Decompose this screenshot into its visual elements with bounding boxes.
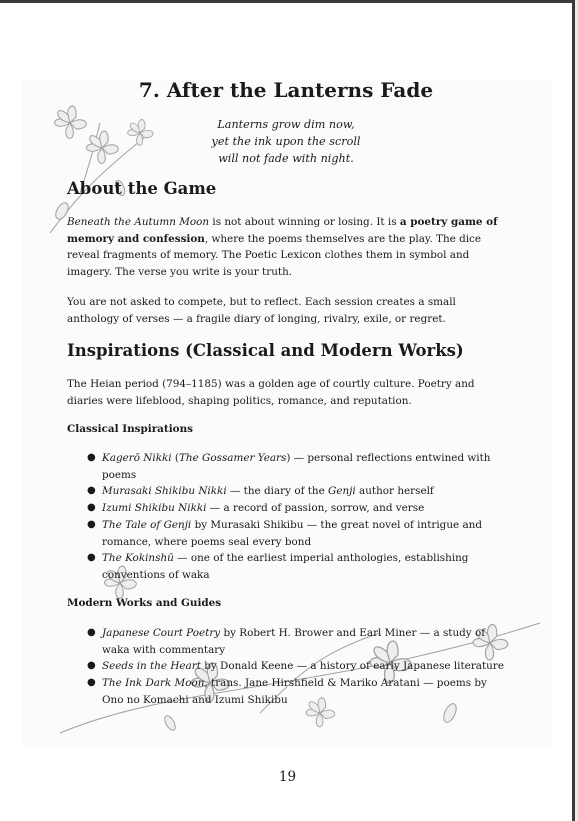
bullet-icon: ●: [87, 552, 96, 564]
list-item: [67, 550, 505, 583]
text-run: — one of the earliest imperial anthologies, establishing conventions of waka: [102, 552, 469, 581]
work-title: Seeds in the Heart: [102, 660, 201, 673]
work-title: The Tale of Genji: [102, 518, 192, 531]
poem-line: will not fade with night.: [218, 151, 354, 165]
about-paragraph-2: You are not asked to compete, but to reflect. Each session creates a small anthology of verses — a fragile diary of longing, rivalry, exile, or regret.: [67, 296, 456, 325]
text-run: author herself: [355, 485, 434, 498]
emphasis: a poetry game of memory and confession: [67, 216, 498, 245]
work-title: Izumi Shikibu Nikki: [102, 502, 207, 515]
text-run: ) — personal reflections entwined with poems: [102, 452, 491, 481]
bullet-icon: ●: [87, 485, 96, 497]
page-number: 19: [278, 769, 297, 785]
bullet-icon: ●: [87, 452, 96, 463]
list-item: [67, 450, 505, 483]
bullet-icon: ●: [87, 627, 96, 638]
list-item: [67, 675, 505, 708]
work-title: Japanese Court Poetry: [102, 627, 221, 639]
text-run: by Robert H. Brower and Earl Miner — a study of waka with commentary: [102, 627, 486, 656]
work-title: The Kokinshū: [102, 552, 174, 565]
text-run: , trans. Jane Hirshfield & Mariko Aratani — poems by Ono no Komachi and Izumi Shikibu: [102, 677, 487, 706]
bullet-icon: ●: [87, 518, 96, 530]
list-item: [67, 658, 505, 675]
opening-poem: [67, 117, 505, 167]
text-run: is not about winning or losing. It is: [209, 216, 400, 228]
poem-line: yet the ink upon the scroll: [211, 134, 361, 148]
text-run: (: [171, 452, 179, 464]
work-title: The Ink Dark Moon: [102, 677, 205, 690]
text-run: by Donald Keene — a history of early Japanese literature: [200, 660, 504, 673]
list-item: [67, 500, 505, 517]
text-run: by Murasaki Shikibu — the great novel of intrigue and romance, where poems seal every bond: [102, 518, 483, 548]
list-item: [67, 517, 505, 550]
text-run: , where the poems themselves are the play. The dice reveal fragments of memory. The Poetic Lexicon clothes them in symbol and imagery. The verse you write is your truth.: [67, 232, 482, 279]
work-title: Kagerō Nikki: [102, 452, 172, 464]
subheading-modern: Modern Works and Guides: [67, 597, 222, 609]
classical-list: [67, 450, 505, 584]
section-heading-inspirations: Inspirations (Classical and Modern Works): [67, 341, 464, 360]
work-title: Murasaki Shikibu Nikki: [102, 485, 227, 498]
about-paragraph-1: [67, 214, 505, 281]
chapter-title: 7. After the Lanterns Fade: [138, 78, 434, 102]
list-item: [67, 625, 505, 658]
bullet-icon: ●: [87, 502, 96, 514]
section-heading-about: About the Game: [67, 179, 217, 198]
bullet-icon: ●: [87, 677, 96, 689]
subheading-classical: Classical Inspirations: [67, 423, 193, 435]
game-title: Beneath the Autumn Moon: [67, 216, 210, 228]
bullet-icon: ●: [87, 660, 96, 672]
text-run: — a record of passion, sorrow, and verse: [206, 502, 425, 515]
work-subtitle: The Gossamer Years: [178, 452, 287, 464]
list-item: [67, 483, 505, 500]
text-run: — the diary of the: [226, 485, 329, 498]
poem-line: Lanterns grow dim now,: [217, 118, 355, 131]
work-title: Genji: [328, 485, 356, 498]
inspirations-intro: The Heian period (794–1185) was a golden age of courtly culture. Poetry and diaries were lifeblood, shaping politics, romance, and reputation.: [67, 378, 475, 407]
modern-list: [67, 625, 505, 709]
